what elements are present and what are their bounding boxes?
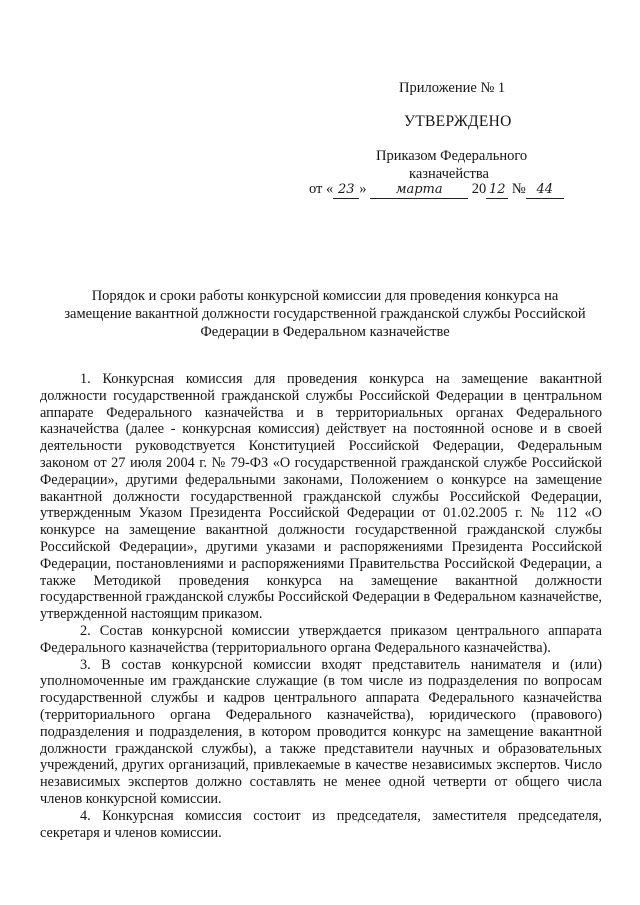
order-date-line [309, 181, 564, 199]
order-line-1: Приказом Федерального [376, 148, 528, 164]
date-year-prefix: 20 [471, 181, 487, 197]
title-line-3: Федерации в Федеральном казначействе [200, 324, 450, 340]
date-prefix: от « [309, 181, 334, 197]
date-day-handwritten: 23 [333, 181, 359, 199]
approval-stamp-text: УТВЕРЖДЕНО [404, 113, 512, 130]
date-mid: » [359, 181, 367, 197]
title-line-2: замещение вакантной должности государственной гражданской службы Российской [64, 306, 586, 322]
order-line-2: казначейства [409, 166, 489, 182]
document-body [40, 371, 602, 841]
date-month-handwritten: марта [370, 181, 468, 199]
date-year-handwritten: 12 [486, 181, 508, 199]
paragraph-2: 2. Состав конкурсной комиссии утверждается приказом центрального аппарата Федерального казначейства (территориального органа Федерального казначейства). [40, 622, 602, 656]
title-line-1: Порядок и сроки работы конкурсной комиссии для проведения конкурса на [91, 288, 559, 304]
paragraph-3: 3. В состав конкурсной комиссии входят представитель нанимателя и (или) уполномоченные им гражданские служащие (в том числе из подразделения по вопросам государственной службы и кадров центрального аппарата Федерального казначейства (территориального органа Федерального казначейства), юридического (правового) подразделения и подразделения, в котором проводится конкурс на замещение вакантной должности гражданской службы), а также представители научных и образовательных учреждений, других организаций, привлекаемые в качестве независимых экспертов. Число независимых экспертов должно составлять не менее одной четверти от общего числа членов конкурсной комиссии. [40, 656, 602, 807]
paragraph-4: 4. Конкурсная комиссия состоит из председателя, заместителя председателя, секретаря и членов комиссии. [40, 807, 602, 841]
appendix-label: Приложение № 1 [399, 80, 506, 96]
order-number-handwritten: 44 [526, 181, 564, 199]
number-prefix: № [511, 181, 526, 197]
paragraph-1: 1. Конкурсная комиссия для проведения конкурса на замещение вакантной должности государственной гражданской службы Российской Федерации в центральном аппарате Федерального казначейства и в территориальных органах Федерального казначейства (далее - конкурсная комиссия) действует на постоянной основе и в своей деятельности руководствуется Конституцией Российской Федерации, Федеральным законом от 27 июля 2004 г. № 79-ФЗ «О государственной гражданской службе Российской Федерации», другими федеральными законами, Положением о конкурсе на замещение вакантной должности государственной гражданской службы Российской Федерации, утвержденным Указом Президента Российской Федерации от 01.02.2005 г. № 112 «О конкурсе на замещение вакантной должности государственной гражданской службы Российской Федерации», другими указами и распоряжениями Президента Российской Федерации, постановлениями и распоряжениями Правительства Российской Федерации, а также Методикой проведения конкурса на замещение вакантной должности государственной гражданской службы Российской Федерации в Федеральном казначействе, утвержденной настоящим приказом. [40, 371, 602, 623]
document-title [40, 287, 610, 341]
